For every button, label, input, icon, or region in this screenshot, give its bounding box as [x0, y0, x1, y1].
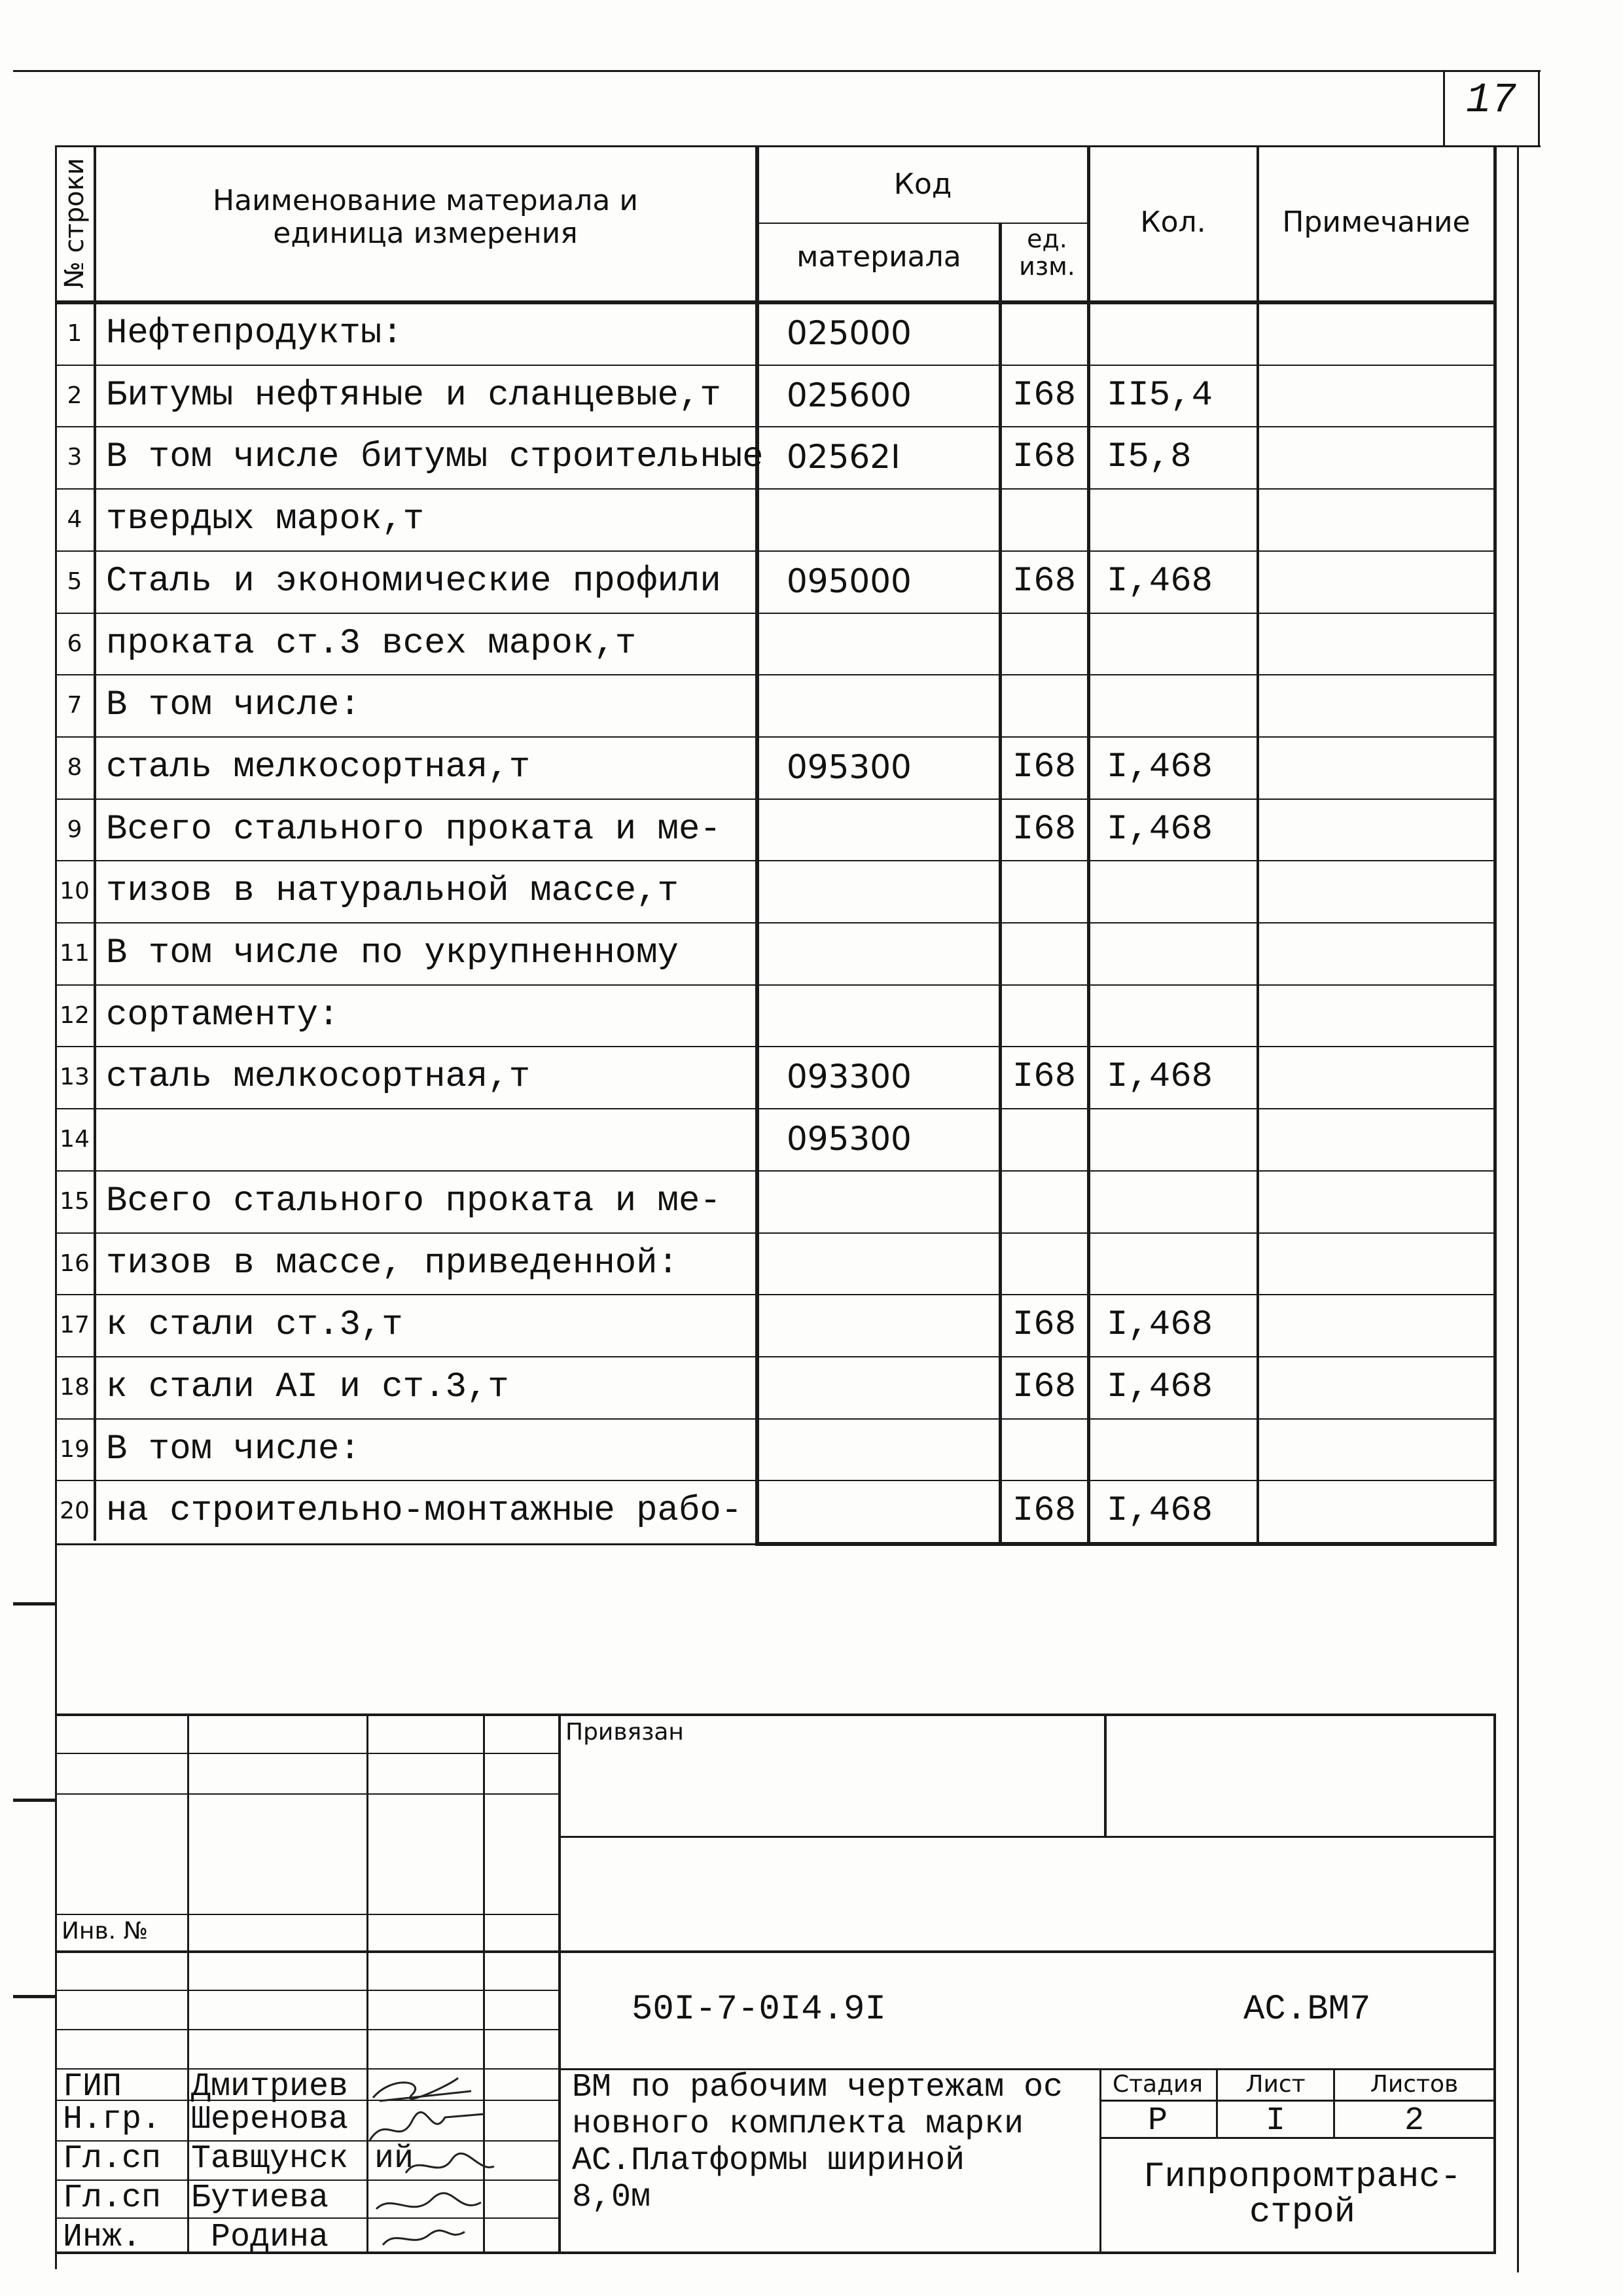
tb-h-docnum — [55, 1950, 1496, 1953]
unit-code: I68 — [1012, 747, 1077, 787]
role-label: ГИП — [63, 2068, 122, 2106]
row-number: 8 — [67, 754, 82, 781]
material-name: сталь мелкосортная,т — [106, 747, 531, 787]
unit-code — [1001, 1418, 1087, 1480]
quantity — [1090, 922, 1257, 984]
signer-name: Шеренова — [191, 2101, 349, 2138]
material-name: к стали AI и ст.3,т — [106, 1367, 509, 1407]
material-code — [759, 1294, 1001, 1356]
note — [1259, 302, 1493, 365]
material-code — [759, 674, 1001, 736]
material-name: Всего стального проката и ме- — [106, 1181, 721, 1221]
material-code — [759, 1480, 1001, 1542]
material-name: Сталь и экономические профили — [106, 562, 721, 601]
material-name — [97, 1108, 755, 1170]
quantity — [1090, 674, 1257, 736]
unit-code — [1001, 302, 1087, 365]
note — [1259, 550, 1493, 613]
note — [1259, 365, 1493, 427]
note — [1259, 984, 1493, 1047]
row-number: 14 — [60, 1126, 90, 1153]
sheets-label: Листов — [1370, 2071, 1459, 2098]
tb-vline-privyazan — [1104, 1713, 1107, 1838]
material-name: В том числе по укрупненному — [106, 933, 679, 973]
sheet-mark: 17 — [1466, 77, 1516, 124]
row-number: 18 — [60, 1374, 90, 1401]
side-tick-1 — [13, 1602, 56, 1605]
note — [1259, 1232, 1493, 1295]
table-row — [55, 1294, 1497, 1356]
role-label: Гл.сп — [63, 2179, 162, 2217]
role-label: Гл.сп — [63, 2140, 162, 2178]
row-number: 4 — [67, 506, 82, 533]
table-row — [55, 736, 1497, 798]
table-row — [55, 426, 1497, 488]
note — [1259, 1108, 1493, 1170]
row-number: 5 — [67, 568, 82, 595]
table-row — [55, 798, 1497, 861]
note — [1259, 426, 1493, 488]
quantity: I,468 — [1107, 1305, 1213, 1345]
doc-mark: АС.ВМ7 — [1243, 1990, 1371, 2030]
unit-code: I68 — [1012, 562, 1077, 601]
description-line-3: АС.Платформы шириной — [572, 2142, 965, 2179]
tb-left-h5 — [55, 2029, 560, 2030]
side-tick-2 — [13, 1799, 56, 1802]
material-name: В том числе: — [106, 1429, 361, 1469]
table-row — [55, 365, 1497, 427]
quantity — [1090, 302, 1257, 365]
org-line-1: Гипропромтранс- — [1143, 2157, 1462, 2197]
material-code: 025000 — [787, 314, 912, 352]
note — [1259, 613, 1493, 675]
table-row — [55, 1418, 1497, 1480]
table-row — [55, 1356, 1497, 1418]
row-number: 1 — [67, 320, 82, 347]
row-number: 17 — [60, 1312, 90, 1338]
name-header: Наименование материала и единица измерения — [213, 184, 638, 250]
material-code — [759, 984, 1001, 1047]
unit-code: I68 — [1012, 376, 1077, 416]
table-top-line — [55, 145, 1541, 147]
material-name: сталь мелкосортная,т — [106, 1057, 531, 1097]
inv-number-label: Инв. № — [62, 1918, 149, 1945]
material-code: 095000 — [787, 562, 912, 600]
material-name: Битумы нефтяные и сланцевые,т — [106, 376, 721, 416]
note — [1259, 860, 1493, 922]
row-number: 6 — [67, 630, 82, 657]
signatures-image — [366, 2068, 497, 2251]
side-tick-3 — [13, 1995, 56, 1998]
stage-label: Стадия — [1112, 2071, 1204, 2098]
unit-code: I68 — [1012, 1491, 1077, 1531]
sheet-mark-box-left — [1443, 71, 1445, 146]
material-code — [759, 1356, 1001, 1418]
table-row — [55, 922, 1497, 984]
tb-left-h2 — [55, 1793, 560, 1795]
code-subheader-line — [758, 223, 1087, 224]
material-code: 093300 — [787, 1058, 912, 1096]
material-name: на строительно-монтажные рабо- — [106, 1491, 743, 1531]
description-block — [572, 2070, 1096, 2216]
qty-header: Кол. — [1140, 206, 1206, 239]
stage-value: Р — [1147, 2102, 1168, 2140]
row-number: 15 — [60, 1188, 90, 1215]
row-number: 2 — [67, 382, 82, 409]
note — [1259, 1046, 1493, 1108]
unit-code — [1001, 984, 1087, 1047]
description-line-1: ВМ по рабочим чертежам ос — [572, 2069, 1063, 2106]
unit-code — [1001, 674, 1087, 736]
quantity — [1090, 1418, 1257, 1480]
tb-left-h3 — [55, 1914, 560, 1915]
doc-number: 50I-7-0I4.9I — [632, 1990, 886, 2030]
quantity — [1090, 488, 1257, 550]
quantity: I,468 — [1107, 1491, 1213, 1531]
row-number: 11 — [60, 940, 90, 967]
row-number: 7 — [67, 692, 82, 719]
quantity — [1090, 860, 1257, 922]
material-code — [759, 1232, 1001, 1295]
quantity — [1090, 1108, 1257, 1170]
signer-name: Родина — [211, 2219, 329, 2256]
top-border-line — [13, 70, 1541, 72]
material-code-header: материала — [796, 240, 961, 274]
table-row — [55, 984, 1497, 1047]
row-number: 13 — [60, 1064, 90, 1090]
unit-code: I68 — [1012, 810, 1077, 850]
row-number: 9 — [67, 816, 82, 843]
row-number: 19 — [60, 1436, 90, 1463]
material-code — [759, 922, 1001, 984]
table-bottom-thick — [755, 1542, 1497, 1546]
unit-code — [1001, 922, 1087, 984]
unit-code: I68 — [1012, 1057, 1077, 1097]
material-code — [759, 1170, 1001, 1232]
unit-code: I68 — [1012, 1367, 1077, 1407]
note — [1259, 1418, 1493, 1480]
table-bottom-line — [55, 1543, 755, 1545]
rowno-header — [55, 145, 94, 301]
quantity: I5,8 — [1107, 437, 1192, 477]
tb-right-line — [1493, 1713, 1496, 2253]
material-code: 095300 — [787, 1120, 912, 1158]
quantity: II5,4 — [1107, 376, 1213, 416]
unit-code — [1001, 1170, 1087, 1232]
unit-header: ед. изм. — [1019, 224, 1075, 281]
material-name: Всего стального проката и ме- — [106, 810, 721, 850]
row-number: 20 — [60, 1498, 90, 1524]
material-name: В том числе битумы строительные — [106, 437, 764, 477]
unit-code: I68 — [1012, 437, 1077, 477]
signer-name: Бутиева — [191, 2179, 329, 2217]
material-code: 025600 — [787, 376, 912, 414]
quantity: I,468 — [1107, 1367, 1213, 1407]
material-code — [759, 860, 1001, 922]
unit-code: I68 — [1012, 1305, 1077, 1345]
quantity: I,468 — [1107, 810, 1213, 850]
description-line-4: 8,0м — [572, 2179, 651, 2216]
table-row — [55, 550, 1497, 613]
unit-code — [1001, 613, 1087, 675]
material-code — [759, 488, 1001, 550]
row-number: 12 — [60, 1002, 90, 1029]
row-number: 3 — [67, 444, 82, 471]
organization-name — [1113, 2157, 1492, 2233]
sheet-value: I — [1265, 2102, 1285, 2140]
quantity — [1090, 1232, 1257, 1295]
frame-right-line — [1517, 145, 1519, 2272]
quantity: I,468 — [1107, 1057, 1213, 1097]
unit-code — [1001, 488, 1087, 550]
quantity: I,468 — [1107, 747, 1213, 787]
signer-name-suffix: ий — [374, 2140, 414, 2178]
quantity: I,468 — [1107, 562, 1213, 601]
material-name: проката ст.3 всех марок,т — [106, 624, 637, 664]
signer-name: Тавщунск — [191, 2140, 349, 2178]
material-code: 02562I — [787, 438, 901, 476]
unit-code — [1001, 1232, 1087, 1295]
sheets-value: 2 — [1404, 2102, 1424, 2140]
tb-left-h1 — [55, 1753, 560, 1754]
note — [1259, 674, 1493, 736]
table-row — [55, 1170, 1497, 1232]
material-code — [759, 798, 1001, 861]
note — [1259, 488, 1493, 550]
note — [1259, 922, 1493, 984]
material-name: тизов в массе, приведенной: — [106, 1244, 679, 1283]
table-row — [55, 1232, 1497, 1295]
table-row — [55, 860, 1497, 922]
note — [1259, 1294, 1493, 1356]
tb-top-line — [55, 1713, 1496, 1716]
privyazan-label: Привязан — [565, 1719, 684, 1746]
tb-left-h4 — [55, 1990, 560, 1991]
material-code — [759, 1418, 1001, 1480]
note — [1259, 798, 1493, 861]
note — [1259, 1480, 1493, 1542]
material-name: тизов в натуральной массе,т — [106, 871, 679, 911]
unit-code — [1001, 860, 1087, 922]
org-line-2: строй — [1249, 2193, 1356, 2233]
material-name: В том числе: — [106, 685, 361, 725]
tb-h-privyazan — [558, 1836, 1496, 1838]
material-code: 095300 — [787, 748, 912, 786]
note — [1259, 1356, 1493, 1418]
row-number: 10 — [60, 878, 90, 905]
unit-code — [1001, 1108, 1087, 1170]
tb-h-stage-label — [1099, 2100, 1496, 2102]
material-code — [759, 613, 1001, 675]
table-row — [55, 1046, 1497, 1108]
material-name: сортаменту: — [106, 996, 340, 1035]
role-label: Н.гр. — [63, 2101, 162, 2138]
signer-name: Дмитриев — [191, 2068, 349, 2106]
table-row — [55, 302, 1497, 365]
sheet-label: Лист — [1245, 2071, 1306, 2098]
table-row — [55, 674, 1497, 736]
table-row — [55, 613, 1497, 675]
code-group-header: Код — [893, 168, 952, 201]
quantity — [1090, 1170, 1257, 1232]
note — [1259, 1170, 1493, 1232]
table-row — [55, 488, 1497, 550]
note — [1259, 736, 1493, 798]
frame-right-top — [1538, 71, 1540, 146]
material-name: Нефтепродукты: — [106, 314, 403, 353]
note-header: Примечание — [1282, 206, 1471, 239]
quantity — [1090, 984, 1257, 1047]
table-row — [55, 1480, 1497, 1542]
quantity — [1090, 613, 1257, 675]
material-name: твердых марок,т — [106, 499, 425, 539]
role-label: Инж. — [63, 2219, 142, 2256]
material-name: к стали ст.3,т — [106, 1305, 403, 1345]
description-line-2: новного комплекта марки — [572, 2106, 1024, 2143]
table-row — [55, 1108, 1497, 1170]
row-number: 16 — [60, 1250, 90, 1277]
rowno-header-label: № строки — [60, 158, 90, 289]
